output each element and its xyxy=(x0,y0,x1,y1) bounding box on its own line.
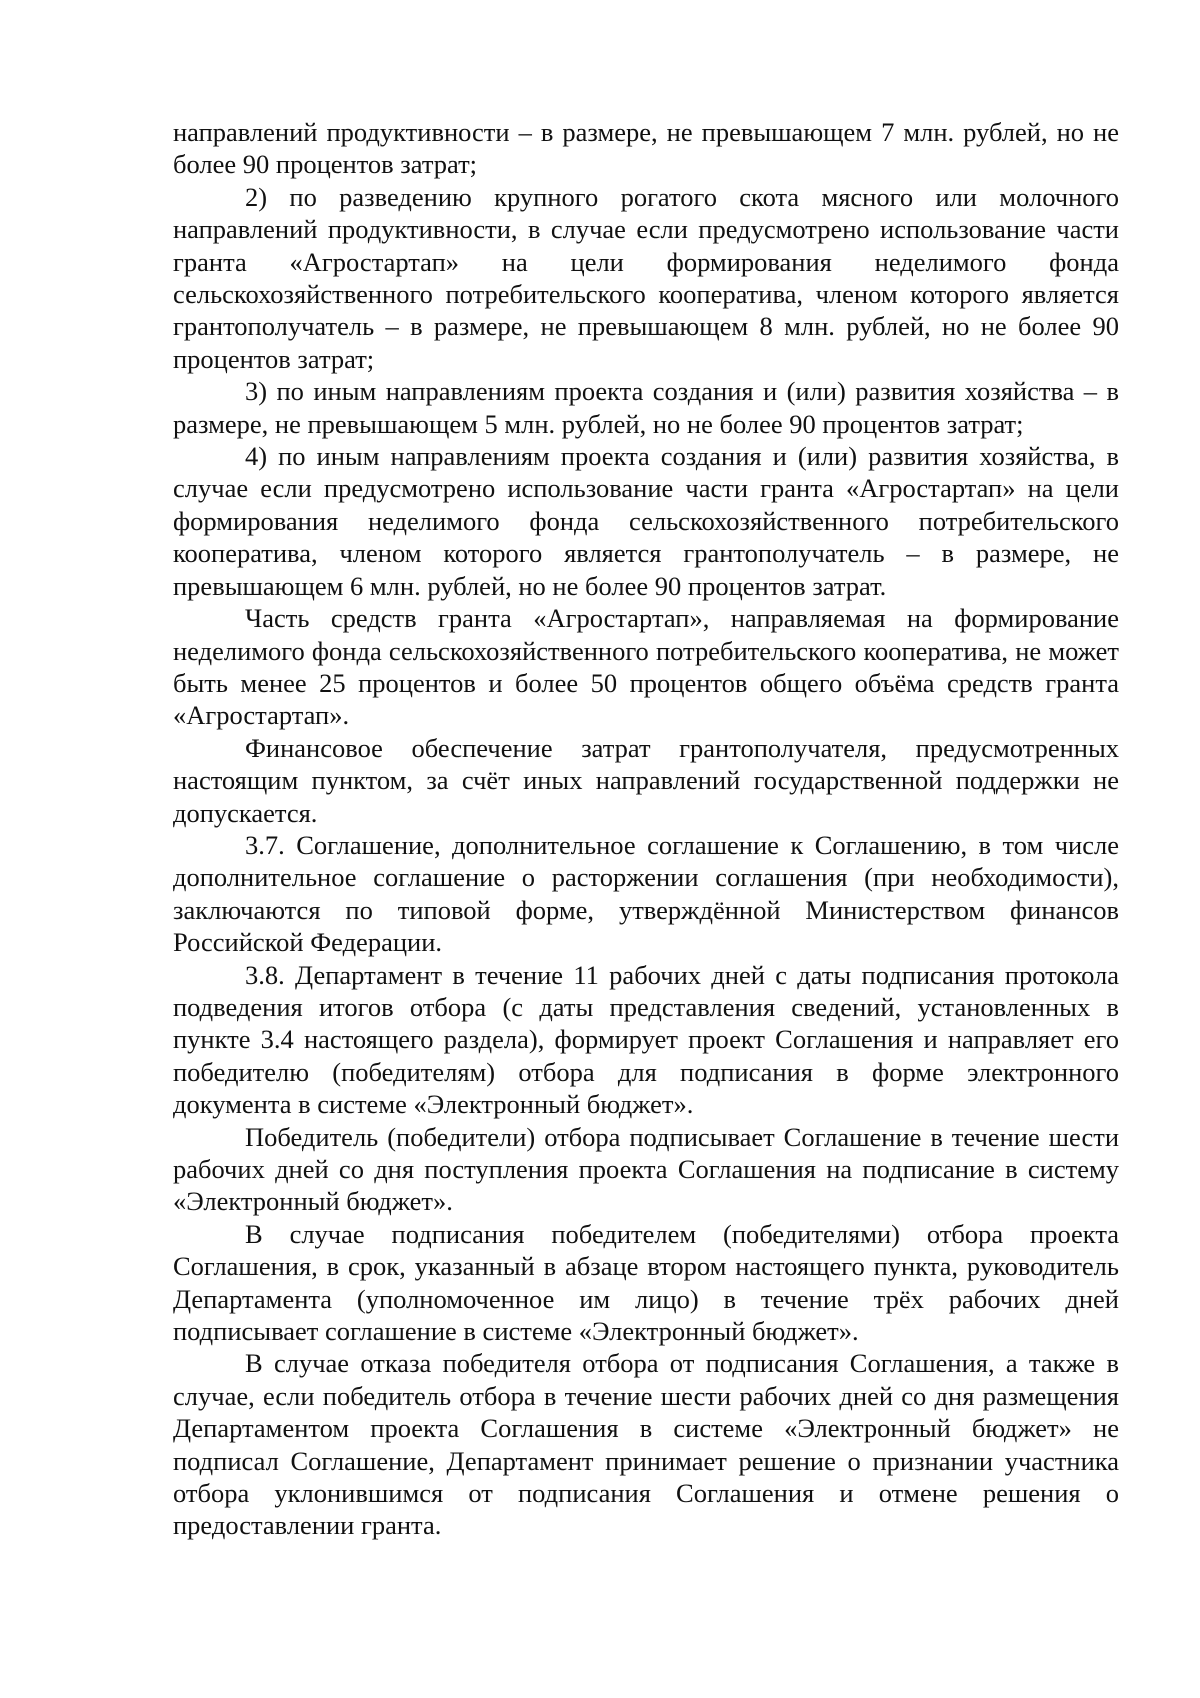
paragraph-item-4: 4) по иным направлениям проекта создания и (или) развития хозяйства, в случае если предусмотрено использование части гранта «Агростартап» на цели формирования неделимого фонда сельскохозяйственного потребительского кооператива, членом которого является грантополучатель – в размере, не превышающем 6 млн. рублей, но не более 90 процентов затрат. xyxy=(173,441,1119,601)
paragraph-continuation: направлений продуктивности – в размере, не превышающем 7 млн. рублей, но не более 90 процентов затрат; xyxy=(173,117,1119,180)
paragraph-item-3: 3) по иным направлениям проекта создания и (или) развития хозяйства – в размере, не превышающем 5 млн. рублей, но не более 90 процентов затрат; xyxy=(173,376,1119,439)
paragraph-financial-support: Финансовое обеспечение затрат грантополучателя, предусмотренных настоящим пунктом, за счёт иных направлений государственной поддержки не допускается. xyxy=(173,732,1119,828)
paragraph-refusal: В случае отказа победителя отбора от подписания Соглашения, а также в случае, если победитель отбора в течение шести рабочих дней со дня размещения Департаментом проекта Соглашения в системе «Электронный бюджет» не подписал Соглашение, Департамент принимает решение о признании участника отбора уклонившимся от подписания Соглашения и отмене решения о предоставлении гранта. xyxy=(173,1348,1119,1541)
paragraph-head-signs: В случае подписания победителем (победителями) отбора проекта Соглашения, в срок, указанный в абзаце втором настоящего пункта, руководитель Департамента (уполномоченное им лицо) в течение трёх рабочих дней подписывает соглашение в системе «Электронный бюджет». xyxy=(173,1218,1119,1347)
paragraph-3-7: 3.7. Соглашение, дополнительное соглашение к Соглашению, в том числе дополнительное соглашение о расторжении соглашения (при необходимости), заключаются по типовой форме, утверждённой Министерством финансов Российской Федерации. xyxy=(173,829,1119,958)
paragraph-item-2: 2) по разведению крупного рогатого скота мясного или молочного направлений продуктивности, в случае если предусмотрено использование части гранта «Агростартап» на цели формирования неделимого фонда сельскохозяйственного потребительского кооператива, членом которого является грантополучатель – в размере, не превышающем 8 млн. рублей, но не более 90 процентов затрат; xyxy=(173,181,1119,374)
document-body xyxy=(173,116,1119,1542)
paragraph-grant-share: Часть средств гранта «Агростартап», направляемая на формирование неделимого фонда сельскохозяйственного потребительского кооператива, не может быть менее 25 процентов и более 50 процентов общего объёма средств гранта «Агростартап». xyxy=(173,603,1119,731)
paragraph-3-8: 3.8. Департамент в течение 11 рабочих дней с даты подписания протокола подведения итогов отбора (с даты представления сведений, установленных в пункте 3.4 настоящего раздела), формирует проект Соглашения и направляет его победителю (победителям) отбора для подписания в форме электронного документа в системе «Электронный бюджет». xyxy=(173,959,1119,1120)
paragraph-winner-signs: Победитель (победители) отбора подписывает Соглашение в течение шести рабочих дней со дня поступления проекта Соглашения на подписание в систему «Электронный бюджет». xyxy=(173,1121,1119,1217)
